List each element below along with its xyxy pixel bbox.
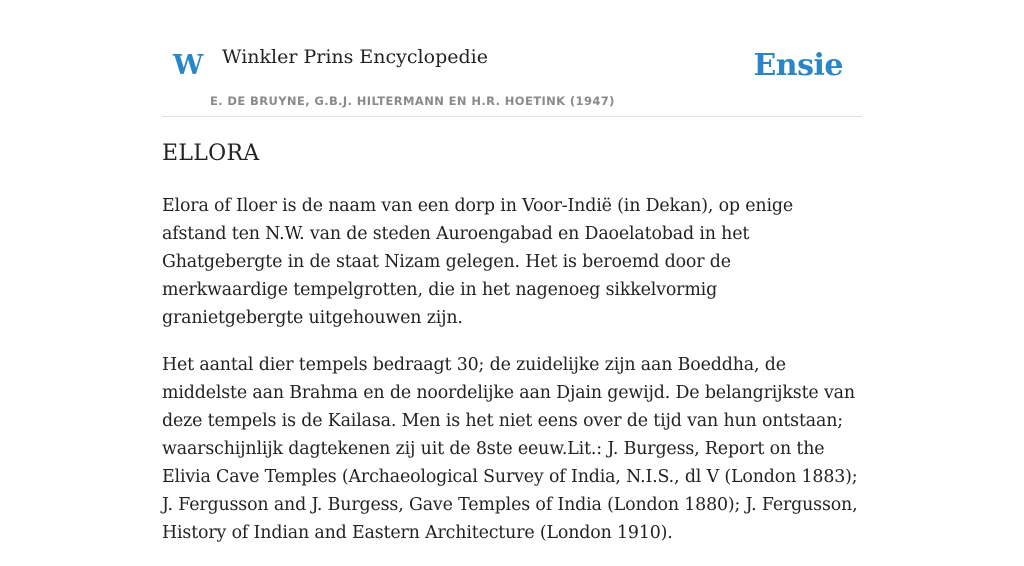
ensie-brand-logo[interactable]: Ensie — [753, 48, 843, 83]
publication-title-link[interactable]: Winkler Prins Encyclopedie — [222, 46, 488, 68]
publication-logo-icon[interactable]: W — [173, 50, 204, 81]
publication-authors: E. DE BRUYNE, G.B.J. HILTERMANN EN H.R. HOETINK (1947) — [210, 94, 615, 108]
page-header — [162, 0, 862, 117]
entry-paragraph-1: Elora of Iloer is de naam van een dorp in Voor-Indië (in Dekan), op enige afstand ten N.W. van de steden Auroengabad en Daoelatobad in het Ghatgebergte in de staat Nizam gelegen. Het is beroemd door de merkwaardige tempelgrotten, die in het nagenoeg sikkelvormig granietgebergte uitgehouwen zijn. — [162, 196, 794, 328]
entry-body — [162, 192, 862, 566]
page-container — [162, 0, 862, 543]
entry-title: ELLORA — [162, 141, 260, 166]
entry-paragraph-2: Het aantal dier tempels bedraagt 30; de zuidelijke zijn aan Boeddha, de middelste aan Brahma en de noordelijke aan Djain gewijd. De belangrijkste van deze tempels is de Kailasa. Men is het niet eens over de tijd van hun ontstaan; waarschijnlijk dagtekenen zij uit de 8ste eeuw.Lit.: J. Burgess, Report on the Elivia Cave Temples (Archaeological Survey of India, N.I.S., dl V (London 1883); J. Fergusson and J. Burgess, Gave Temples of India (London 1880); J. Fergusson, History of Indian and Eastern Architecture (London 1910). — [162, 355, 858, 543]
